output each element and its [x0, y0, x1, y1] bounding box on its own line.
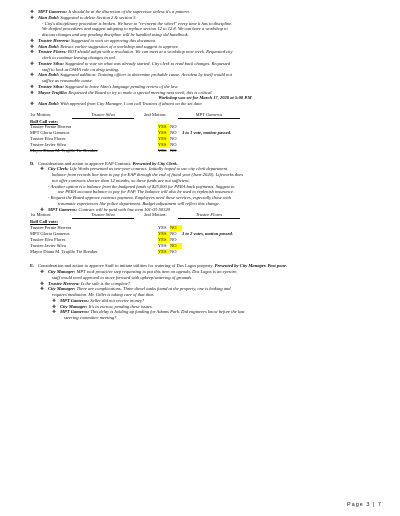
diamond-bullet-icon: ❖: [30, 60, 35, 66]
bullet-continuation: requires mediation. Mr. Gillet is taking care of that that.: [52, 292, 155, 298]
sub-bullet: ❖ City Manager: It's in escrow, pending these issues.: [52, 303, 153, 309]
bullet-continuation: discuss changes and any pending discipline will be handled using old handbook.: [42, 32, 189, 37]
diamond-bullet-icon: ❖: [52, 297, 57, 303]
diamond-bullet-icon: ❖: [30, 9, 35, 14]
section-e: E. Consideration and action to approve Staff to initiate utilities for watering of Dos Lagos property. Presented by City Manager. Post pone.: [30, 263, 288, 269]
vote-row: MPT Gloria Gameros YES NO 3 to 2 votes, motion passed.: [30, 230, 233, 236]
bullet: ❖ Trustee Herrera: Is the sale is the complete?: [40, 280, 131, 286]
diamond-bullet-icon: ❖: [30, 101, 35, 106]
sub-bullet: ❖ MPT Gameros: This delay is holding up funding for Adams Park. Did engineers know before the last: [52, 309, 245, 315]
bullet-continuation: We drafted procedures and suggest adopting to replace section 12 to 12.8. We can have a workshop to: [42, 26, 228, 32]
vote-row: Trustee Fernie Herrera YES NO: [30, 124, 177, 130]
motion-block-c: [30, 112, 380, 154]
page-number: Page 3 | 7: [347, 502, 382, 508]
second-motion-value: MPT Gameros: [178, 112, 240, 119]
workshop-date: Workshop was set for March 17, 2020 at 5:00 P.M: [158, 95, 252, 101]
vote-row: MPT Gloria Gameros YES NO 3 to 1 vote, motion passed.: [30, 130, 232, 136]
bullet: ❖ Alan Dahl: Retract earlier suggestion of a workshop and suggest to approve.: [30, 43, 180, 49]
bullet-continuation: balance from records line item to pay for EAP through the end of fiscal year (June 2020). Lifeworks does: [52, 172, 244, 178]
bullet: ❖ Trustee Silva: Suggested to leave Alan's language pending review of the law.: [30, 83, 179, 89]
motion-line: 1st Motion: Trustee Silva 2nd Motion: MPT Gameros: [30, 112, 380, 119]
roll-call-title: Roll Call vote:: [30, 219, 59, 225]
motion-line: 1st Motion: Trustee Silva 2nd Motion: Trustee Flores: [30, 212, 380, 219]
diamond-bullet-icon: ❖: [40, 206, 45, 212]
dash-continuation: traumatic experiences like police department. Budget adjustment will reflect this change.: [58, 200, 220, 206]
vote-row: Trustee Javier Silva YES NO: [30, 243, 380, 249]
diamond-bullet-icon: ❖: [30, 14, 35, 20]
first-motion-value: Trustee Silva: [72, 112, 134, 119]
vote-row: Trustee Elva Flores YES NO: [30, 236, 177, 242]
bullet: ❖ City Clerk: Life Works presented us one-year contract. Initially hoped to use city clerk department: [40, 166, 228, 172]
diamond-bullet-icon: ❖: [52, 309, 57, 315]
bullet: ❖ Alan Dahl: Suggested addition: Training officer to determine probable cause. Accident by itself would not: [30, 72, 232, 78]
bullet: ❖ MPT Gameros: It should be at the discretion of the supervisor unless it's a pattern.: [30, 9, 190, 14]
diamond-bullet-icon: ❖: [40, 269, 45, 275]
bullet: ❖ City Manager: MPT took proactive step requesting to put this item on agenda, Dos Lagos is an eyesore,: [40, 269, 238, 275]
bullet-continuation: clerk to continue leaving changes in red.: [42, 55, 116, 60]
diamond-bullet-icon: ❖: [40, 286, 45, 292]
motion-block-d: [30, 212, 380, 254]
diamond-bullet-icon: ❖: [30, 72, 35, 78]
vote-row: Trustee Javier Silva YES NO: [30, 141, 177, 147]
diamond-bullet-icon: ❖: [30, 37, 35, 43]
dash-item: - Request the Board approve contract payment. Employees need these services, especially those with: [48, 195, 231, 201]
minutes-content: [30, 9, 380, 321]
bullet: ❖ Trustee Silva: Suggested to vote on what was already started. City clerk to read back changes. Requested: [30, 60, 231, 66]
second-motion-value: Trustee Flores: [178, 212, 240, 219]
bullet: ❖ City Manager: There are complications. Three diesel tanks found at the property, one is leaking and: [40, 286, 231, 292]
bullet: ❖ Alan Dahl: With approval from City Manager, I can call Trustees if absent on the set date.: [30, 101, 203, 106]
first-motion-value: Trustee Silva: [72, 212, 134, 219]
diamond-bullet-icon: ❖: [30, 89, 35, 95]
vote-row: Mayor Diana M. Trujillo Tie Breaker YES NO: [30, 147, 177, 153]
bullet-continuation: not offer contracts shorter than 12 months, so these funds are not sufficient.: [52, 177, 190, 183]
vote-row: Trustee Elva Flores YES NO: [30, 136, 177, 142]
diamond-bullet-icon: ❖: [40, 166, 45, 172]
diamond-bullet-icon: ❖: [52, 303, 57, 309]
dash-item: - Another option is a balance from the budgeted funds of $25,000 for PERA back payments. Suggest to: [48, 183, 235, 189]
sub-bullet: ❖ MPT Gameros: Seller did not receive money?: [52, 297, 145, 303]
bullet: ❖ Alan Dahl: Suggested to delete Section 2 & section 3.: [30, 14, 137, 20]
diamond-bullet-icon: ❖: [30, 49, 35, 55]
section-d: D. Consideration and action to approve EAP Contract. Presented by City Clerk.: [30, 160, 178, 166]
vote-row: Trustee Fernie Herrera YES NO: [30, 225, 380, 231]
diamond-bullet-icon: ❖: [40, 280, 45, 286]
bullet-continuation: staff to look at OSHA rule on drug testing.: [42, 66, 120, 72]
bullet: ❖ Trustee Herrera: Suggested to wait on approving this document.: [30, 37, 157, 43]
dash-continuation: use PERA account balance to pay for EAP. The balance will also be used to replenish insurance.: [58, 189, 234, 195]
bullet-continuation: staff would need approval to move forward with upkeep/watering of grounds.: [52, 274, 193, 280]
diamond-bullet-icon: ❖: [30, 83, 35, 89]
bullet-continuation: - City's disciplinary procedure is broken. We have to "re-invent the wheel" every time it has to discipline.: [42, 20, 233, 26]
diamond-bullet-icon: ❖: [30, 43, 35, 49]
bullet-continuation: suffice as reasonable cause.: [42, 78, 93, 83]
bullet-continuation: steering committee meeting?: [64, 315, 117, 321]
roll-call-title: Roll Call vote:: [30, 118, 59, 124]
bullet: ❖ Mayor Trujillo: Requested the Board to try to make a special meeting next week, this is critical.: [30, 89, 213, 95]
vote-row: Mayor Diana M. Trujillo Tie Breaker YES NO: [30, 248, 177, 254]
bullet: ❖ MPT Gameros: Contract will be paid with line item 101-03-50320: [40, 206, 170, 212]
bullet: ❖ Trustee Flores: BOT should adopt with a resolution. We can meet at a workshop next week. Requested city: [30, 49, 233, 55]
